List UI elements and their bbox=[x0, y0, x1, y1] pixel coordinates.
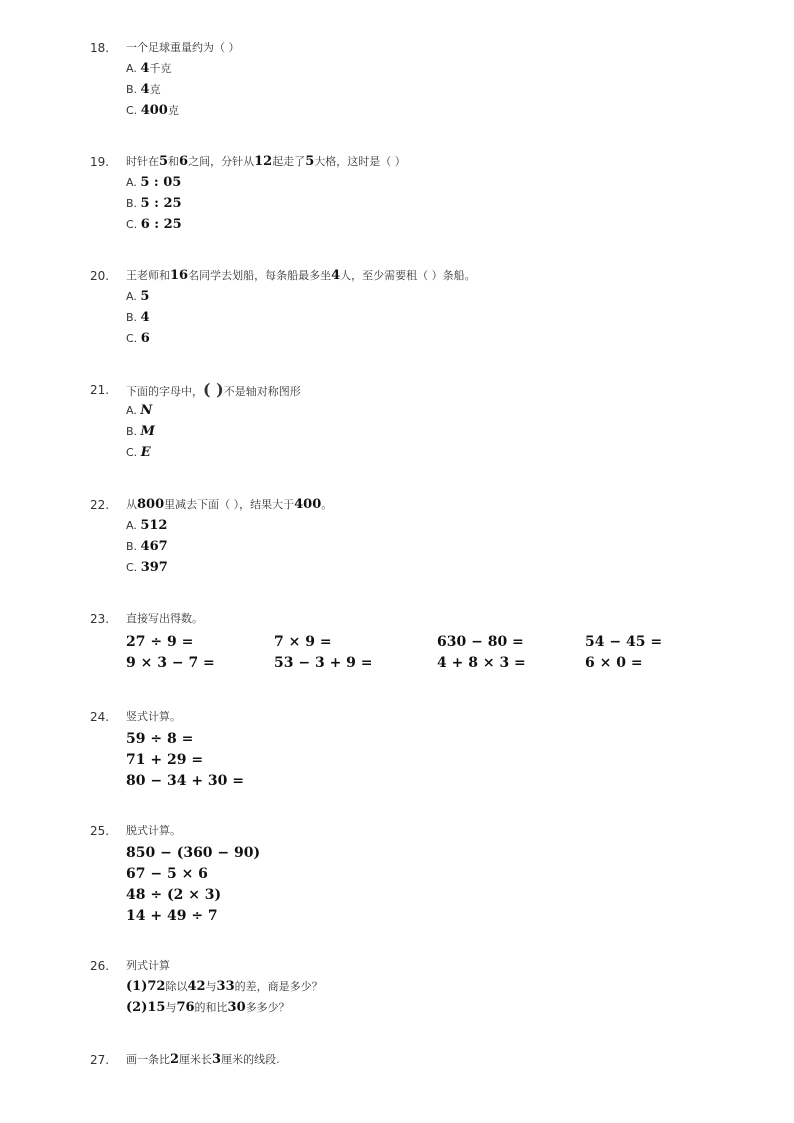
expression: 850 − (360 − 90) bbox=[126, 845, 261, 861]
expression: 67 − 5 × 6 bbox=[126, 866, 208, 882]
expression: 9 × 3 − 7 = bbox=[126, 655, 215, 671]
question-stem: 画一条比2厘米长3厘米的线段. bbox=[126, 1052, 280, 1067]
question-stem: 一个足球重量约为（ ） bbox=[126, 41, 240, 54]
question-number: 21. bbox=[90, 383, 110, 397]
option-c: C. 400克 bbox=[126, 103, 179, 118]
question-number: 19. bbox=[90, 155, 110, 169]
expression: 6 × 0 = bbox=[585, 655, 643, 671]
option-b: B. 4克 bbox=[126, 82, 161, 97]
expression: 4 + 8 × 3 = bbox=[437, 655, 526, 671]
question-stem: 竖式计算。 bbox=[126, 710, 181, 723]
question-number: 20. bbox=[90, 269, 110, 283]
expression: 48 ÷ (2 × 3) bbox=[126, 887, 222, 903]
question-stem: 列式计算 bbox=[126, 959, 170, 972]
question-stem: 下面的字母中，( )不是轴对称图形 bbox=[126, 380, 301, 399]
question-number: 25. bbox=[90, 824, 110, 838]
expression: 7 × 9 = bbox=[274, 634, 332, 650]
option-b: B. 4 bbox=[126, 310, 150, 325]
expression: 80 − 34 + 30 = bbox=[126, 773, 245, 789]
question-stem: 从800里减去下面（ ），结果大于400。 bbox=[126, 497, 333, 512]
expression: 54 − 45 = bbox=[585, 634, 663, 650]
question-number: 27. bbox=[90, 1053, 110, 1067]
question-number: 18. bbox=[90, 41, 110, 55]
question-number: 23. bbox=[90, 612, 110, 626]
sub-question-1: (1)72除以42与33的差，商是多少？ bbox=[126, 979, 323, 994]
question-number: 26. bbox=[90, 959, 110, 973]
expression: 53 − 3 + 9 = bbox=[274, 655, 373, 671]
expression: 630 − 80 = bbox=[437, 634, 524, 650]
option-b: B. 467 bbox=[126, 539, 168, 554]
question-stem: 王老师和16名同学去划船，每条船最多坐4人，至少需要租（ ）条船。 bbox=[126, 268, 476, 283]
option-a: A. 5 : 05 bbox=[126, 175, 182, 190]
question-stem: 时针在5和6之间，分针从12起走了5大格，这时是（ ） bbox=[126, 154, 406, 169]
option-c: C. 6 bbox=[126, 331, 150, 346]
sub-question-2: (2)15与76的和比30多多少？ bbox=[126, 1000, 290, 1015]
question-stem: 脱式计算。 bbox=[126, 824, 181, 837]
option-a: A. 5 bbox=[126, 289, 150, 304]
question-number: 22. bbox=[90, 498, 110, 512]
option-a: A. 512 bbox=[126, 518, 168, 533]
option-c: C. 397 bbox=[126, 560, 168, 575]
option-c: C. 6 : 25 bbox=[126, 217, 182, 232]
question-stem: 直接写出得数。 bbox=[126, 612, 203, 625]
option-a: A. 4千克 bbox=[126, 61, 172, 76]
expression: 27 ÷ 9 = bbox=[126, 634, 194, 650]
expression: 14 + 49 ÷ 7 bbox=[126, 908, 218, 924]
expression: 59 ÷ 8 = bbox=[126, 731, 194, 747]
option-b: B. 5 : 25 bbox=[126, 196, 182, 211]
expression: 71 + 29 = bbox=[126, 752, 204, 768]
option-c: C. E bbox=[126, 445, 151, 460]
option-a: A. N bbox=[126, 403, 153, 418]
option-b: B. M bbox=[126, 424, 155, 439]
question-number: 24. bbox=[90, 710, 110, 724]
